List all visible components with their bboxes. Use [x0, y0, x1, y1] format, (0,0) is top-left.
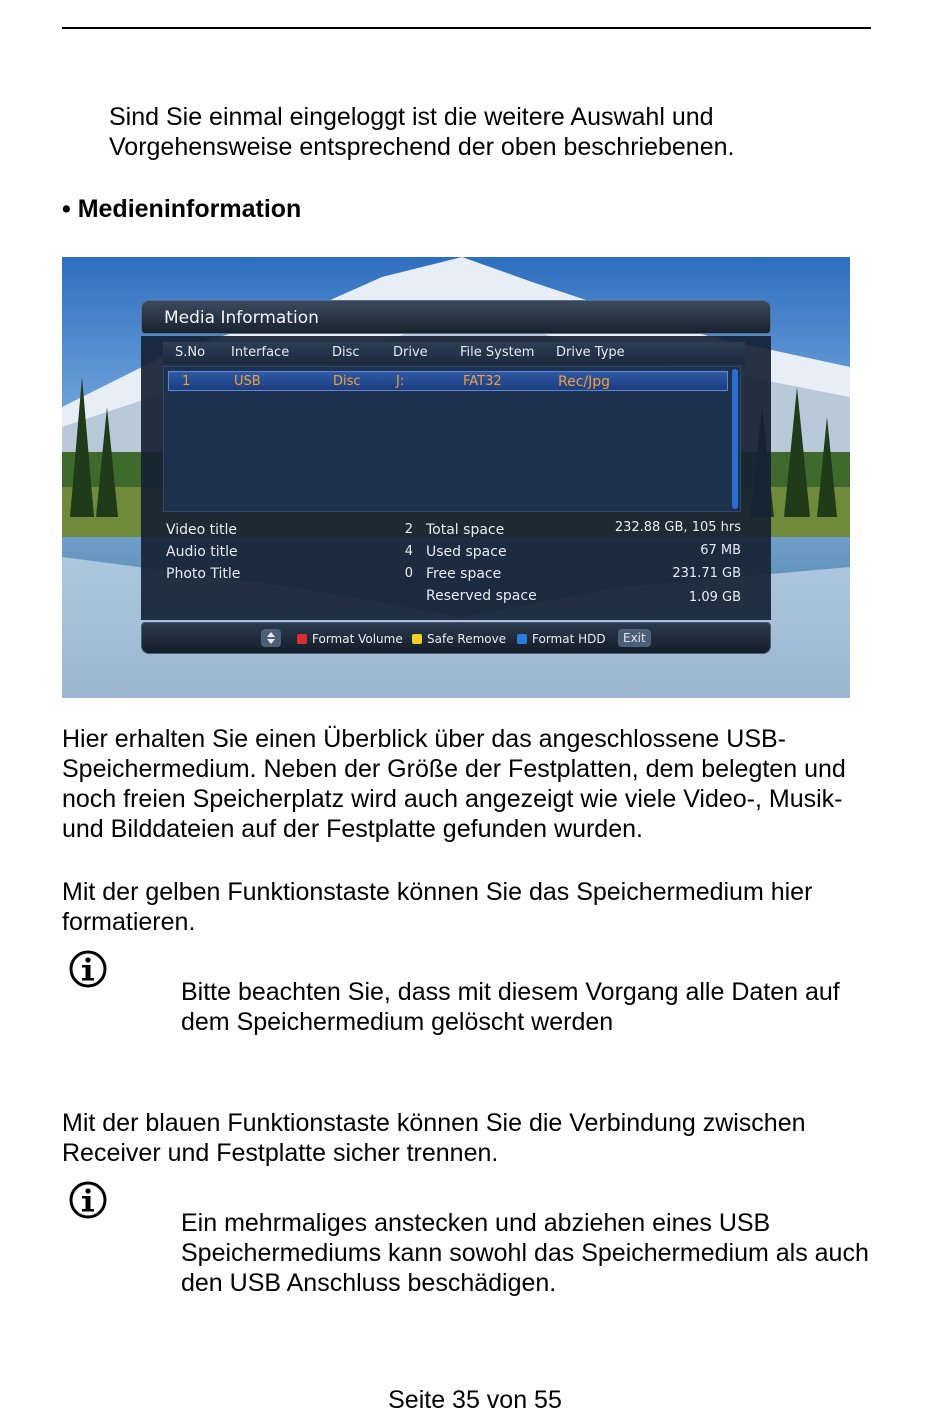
column-interface: Interface — [231, 345, 290, 360]
info-icon — [68, 1180, 108, 1220]
format-hdd-button[interactable]: Format HDD — [532, 632, 606, 646]
warning-note-usb: Ein mehrmaliges anstecken und abziehen eines USB Speichermediums kann sowohl das Speichermedium als auch den USB Anschluss beschädigen. — [181, 1209, 869, 1297]
drive-list[interactable] — [163, 366, 741, 512]
window-title: Media Information — [164, 308, 319, 328]
overview-paragraph: Hier erhalten Sie einen Überblick über das angeschlossene USB-Speichermedium. Neben der Größe der Festplatten, dem belegten und noch freien Speicherplatz wird auch angezeigt wie viele Video-, Musik- und Bilddateien auf der Festplatte gefunden wurden. — [62, 725, 846, 843]
reserved-space-label: Reserved space — [426, 588, 537, 604]
red-key-icon — [297, 634, 307, 644]
table-row[interactable] — [168, 371, 728, 391]
reserved-space-value: 1.09 GB — [688, 590, 741, 605]
safe-remove-paragraph: Mit der blauen Funktionstaste können Sie die Verbindung zwischen Receiver und Festplatte sicher trennen. — [62, 1109, 806, 1167]
photo-title-count: 0 — [404, 566, 413, 581]
used-space-value: 67 MB — [700, 543, 741, 558]
column-drive-type: Drive Type — [556, 345, 625, 360]
video-title-label: Video title — [166, 522, 238, 538]
cell-interface: USB — [234, 374, 261, 389]
media-info-screenshot — [62, 257, 850, 698]
header-rule — [62, 27, 871, 29]
audio-title-label: Audio title — [166, 544, 238, 560]
column-drive: Drive — [393, 345, 428, 360]
audio-title-count: 4 — [404, 544, 413, 559]
exit-button[interactable]: Exit — [618, 629, 651, 647]
cell-file-system: FAT32 — [463, 374, 502, 389]
section-heading: • Medieninformation — [62, 195, 302, 223]
cell-drive-type: Rec/Jpg — [558, 374, 611, 390]
photo-title-label: Photo Title — [166, 566, 241, 582]
list-scrollbar[interactable] — [732, 369, 738, 509]
format-volume-button[interactable]: Format Volume — [312, 632, 403, 646]
media-information-window — [141, 300, 771, 654]
free-space-label: Free space — [426, 566, 502, 582]
table-header — [163, 342, 745, 364]
cell-disc: Disc — [333, 374, 361, 389]
up-down-arrows-icon — [261, 629, 281, 647]
intro-paragraph: Sind Sie einmal eingeloggt ist die weitere Auswahl und Vorgehensweise entsprechend der oben beschriebenen. — [109, 103, 735, 161]
info-icon — [68, 949, 108, 989]
warning-note-delete: Bitte beachten Sie, dass mit diesem Vorgang alle Daten auf dem Speichermedium gelöscht werden — [181, 978, 840, 1036]
video-title-count: 2 — [404, 522, 413, 537]
used-space-label: Used space — [426, 544, 507, 560]
cell-drive: J: — [396, 374, 405, 389]
column-disc: Disc — [332, 345, 360, 360]
page-footer: Seite 35 von 55 — [388, 1386, 562, 1414]
yellow-key-icon — [412, 634, 422, 644]
free-space-value: 231.71 GB — [672, 566, 741, 581]
window-titlebar — [141, 300, 771, 334]
format-paragraph: Mit der gelben Funktionstaste können Sie das Speichermedium hier formatieren. — [62, 878, 813, 936]
window-body — [141, 336, 771, 620]
cell-sno: 1 — [182, 374, 191, 389]
total-space-value: 232.88 GB, 105 hrs — [614, 520, 741, 535]
column-file-system: File System — [460, 345, 535, 360]
blue-key-icon — [517, 634, 527, 644]
total-space-label: Total space — [426, 522, 505, 538]
safe-remove-button[interactable]: Safe Remove — [427, 632, 507, 646]
column-sno: S.No — [175, 345, 206, 360]
function-key-bar — [141, 622, 771, 654]
